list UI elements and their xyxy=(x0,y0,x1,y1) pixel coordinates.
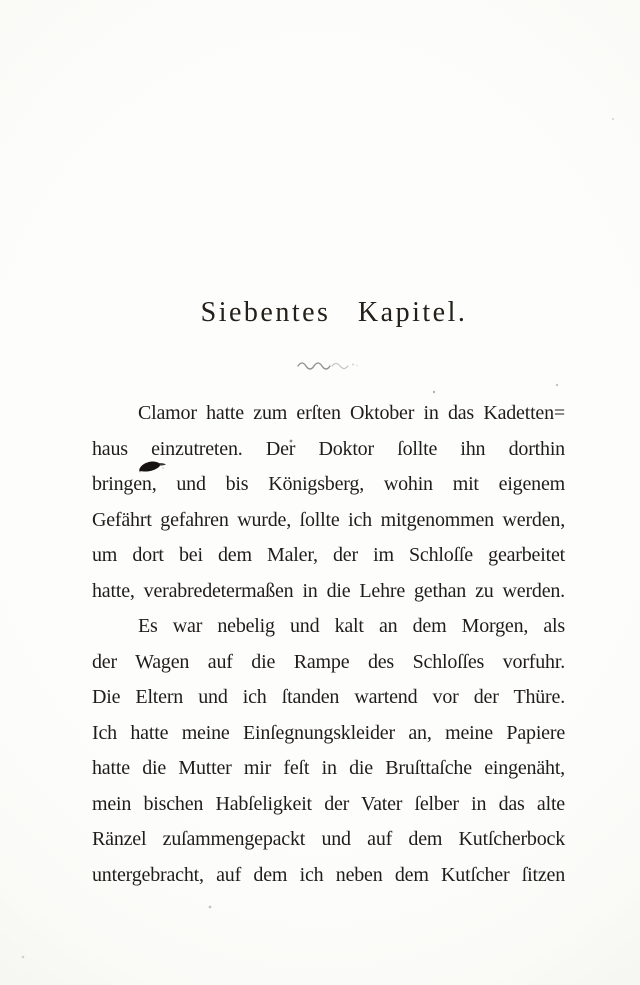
text-line: hatte die Mutter mir feſt in die Bruſttaſche eingenäht, xyxy=(92,757,565,779)
text-line: mein bischen Habſeligkeit der Vater ſelber in das alte xyxy=(92,792,565,815)
ink-blot-icon xyxy=(136,459,168,474)
text-line: Ich hatte meine Einſegnungskleider an, meine Papiere xyxy=(92,721,565,744)
text-line: Es war nebelig und kalt an dem Morgen, als xyxy=(138,615,565,637)
text-line: der Wagen auf die Rampe des Schloſſes vorfuhr. xyxy=(92,650,565,673)
text-line: Clamor hatte zum erſten Oktober in das Kadetten= xyxy=(138,402,565,424)
chapter-heading: Siebentes Kapitel. xyxy=(200,297,468,328)
text-line: Ränzel zuſammengepackt und auf dem Kutſcherbock xyxy=(92,828,565,850)
text-line: Die Eltern und ich ſtanden wartend vor der Thüre. xyxy=(92,686,565,708)
wavy-line-ornament-icon xyxy=(296,358,360,372)
paper-specks xyxy=(0,0,2,2)
text-line: hatte, verabredetermaßen in die Lehre gethan zu werden. xyxy=(92,579,565,602)
text-line: um dort bei dem Maler, der im Schloſſe gearbeitet xyxy=(92,544,565,566)
text-line: haus einzutreten. Der Doktor ſollte ihn dorthin xyxy=(92,437,565,460)
text-line: Gefährt gefahren wurde, ſollte ich mitgenommen werden, xyxy=(92,508,565,531)
text-line: untergebracht, auf dem ich neben dem Kutſcher ſitzen xyxy=(92,863,565,886)
text-line: bringen, und bis Königsberg, wohin mit eigenem xyxy=(92,473,565,495)
